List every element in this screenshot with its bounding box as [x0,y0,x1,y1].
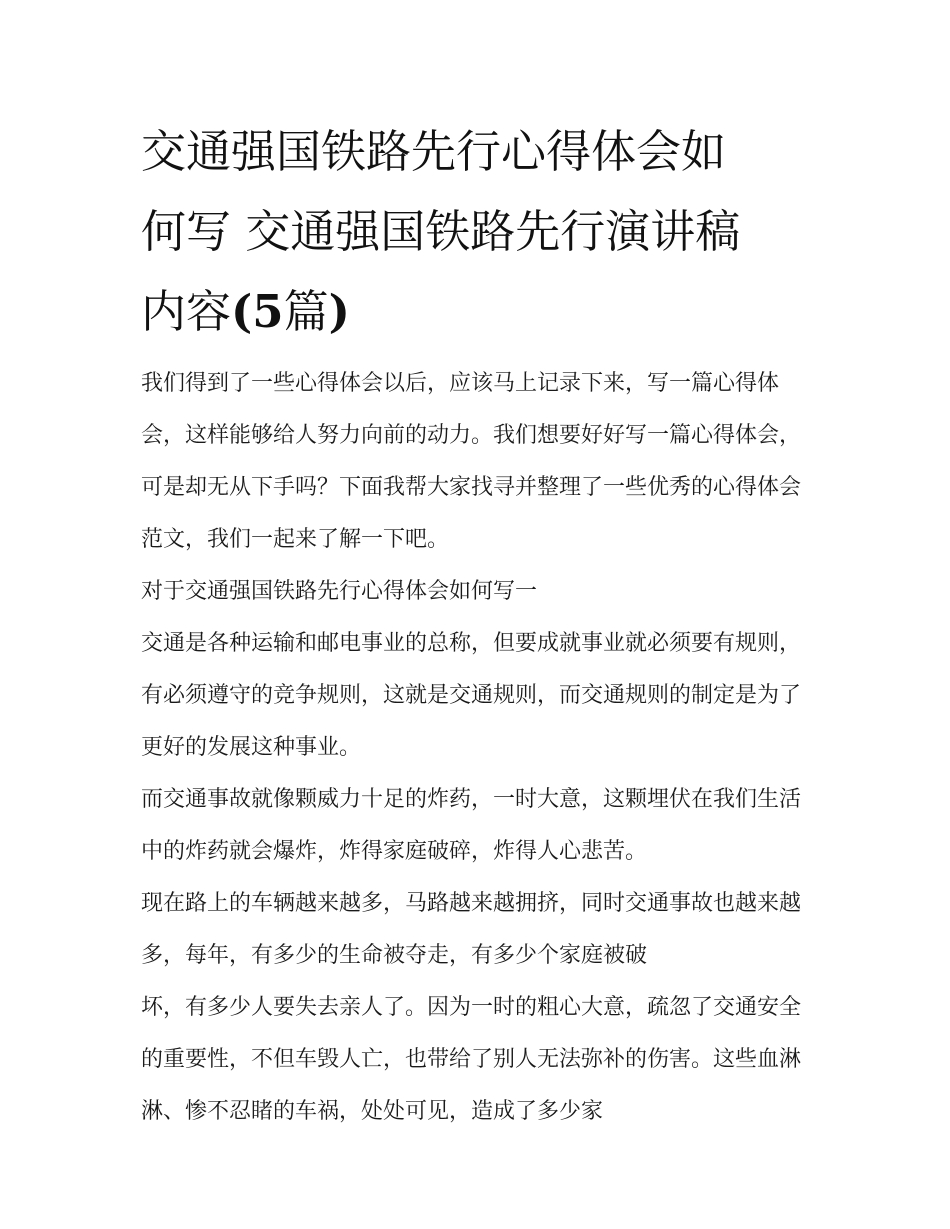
title-count-unit: 篇 [283,285,329,338]
title-count: (5 [231,285,284,338]
body-paragraph: 而交通事故就像颗威力十足的炸药，一时大意，这颗埋伏在我们生活中的炸药就会爆炸，炸得家庭破碎，炸得人心悲苦。 [141,787,802,864]
title-line-3: 内容 [141,285,232,338]
intro-paragraph: 我们得到了一些心得体会以后，应该马上记录下来，写一篇心得体会，这样能够给人努力向前的动力。我们想要好好写一篇心得体会，可是却无从下手吗？下面我帮大家找寻并整理了一些优秀的心得体会范文，我们一起来了解一下吧。 [141,371,802,552]
title-line-2: 何写 交通强国铁路先行演讲稿 [141,205,741,258]
title-line-1: 交通强国铁路先行心得体会如 [141,125,727,178]
body-paragraph: 交通是各种运输和邮电事业的总称，但要成就事业就必须要有规则，有必须遵守的竞争规则，这就是交通规则，而交通规则的制定是为了更好的发展这种事业。 [141,631,802,760]
body-paragraph: 现在路上的车辆越来越多，马路越来越拥挤，同时交通事故也越来越多，每年，有多少的生命被夺走，有多少个家庭被破 [141,891,802,968]
document-body [141,112,813,1138]
document-title [141,112,813,352]
body-paragraph: 坏，有多少人要失去亲人了。因为一时的粗心大意，疏忽了交通安全的重要性，不但车毁人亡，也带给了别人无法弥补的伤害。这些血淋淋、惨不忍睹的车祸，处处可见，造成了多少家 [141,995,802,1124]
title-close-paren: ) [328,285,350,338]
section-heading: 对于交通强国铁路先行心得体会如何写一 [141,579,538,604]
